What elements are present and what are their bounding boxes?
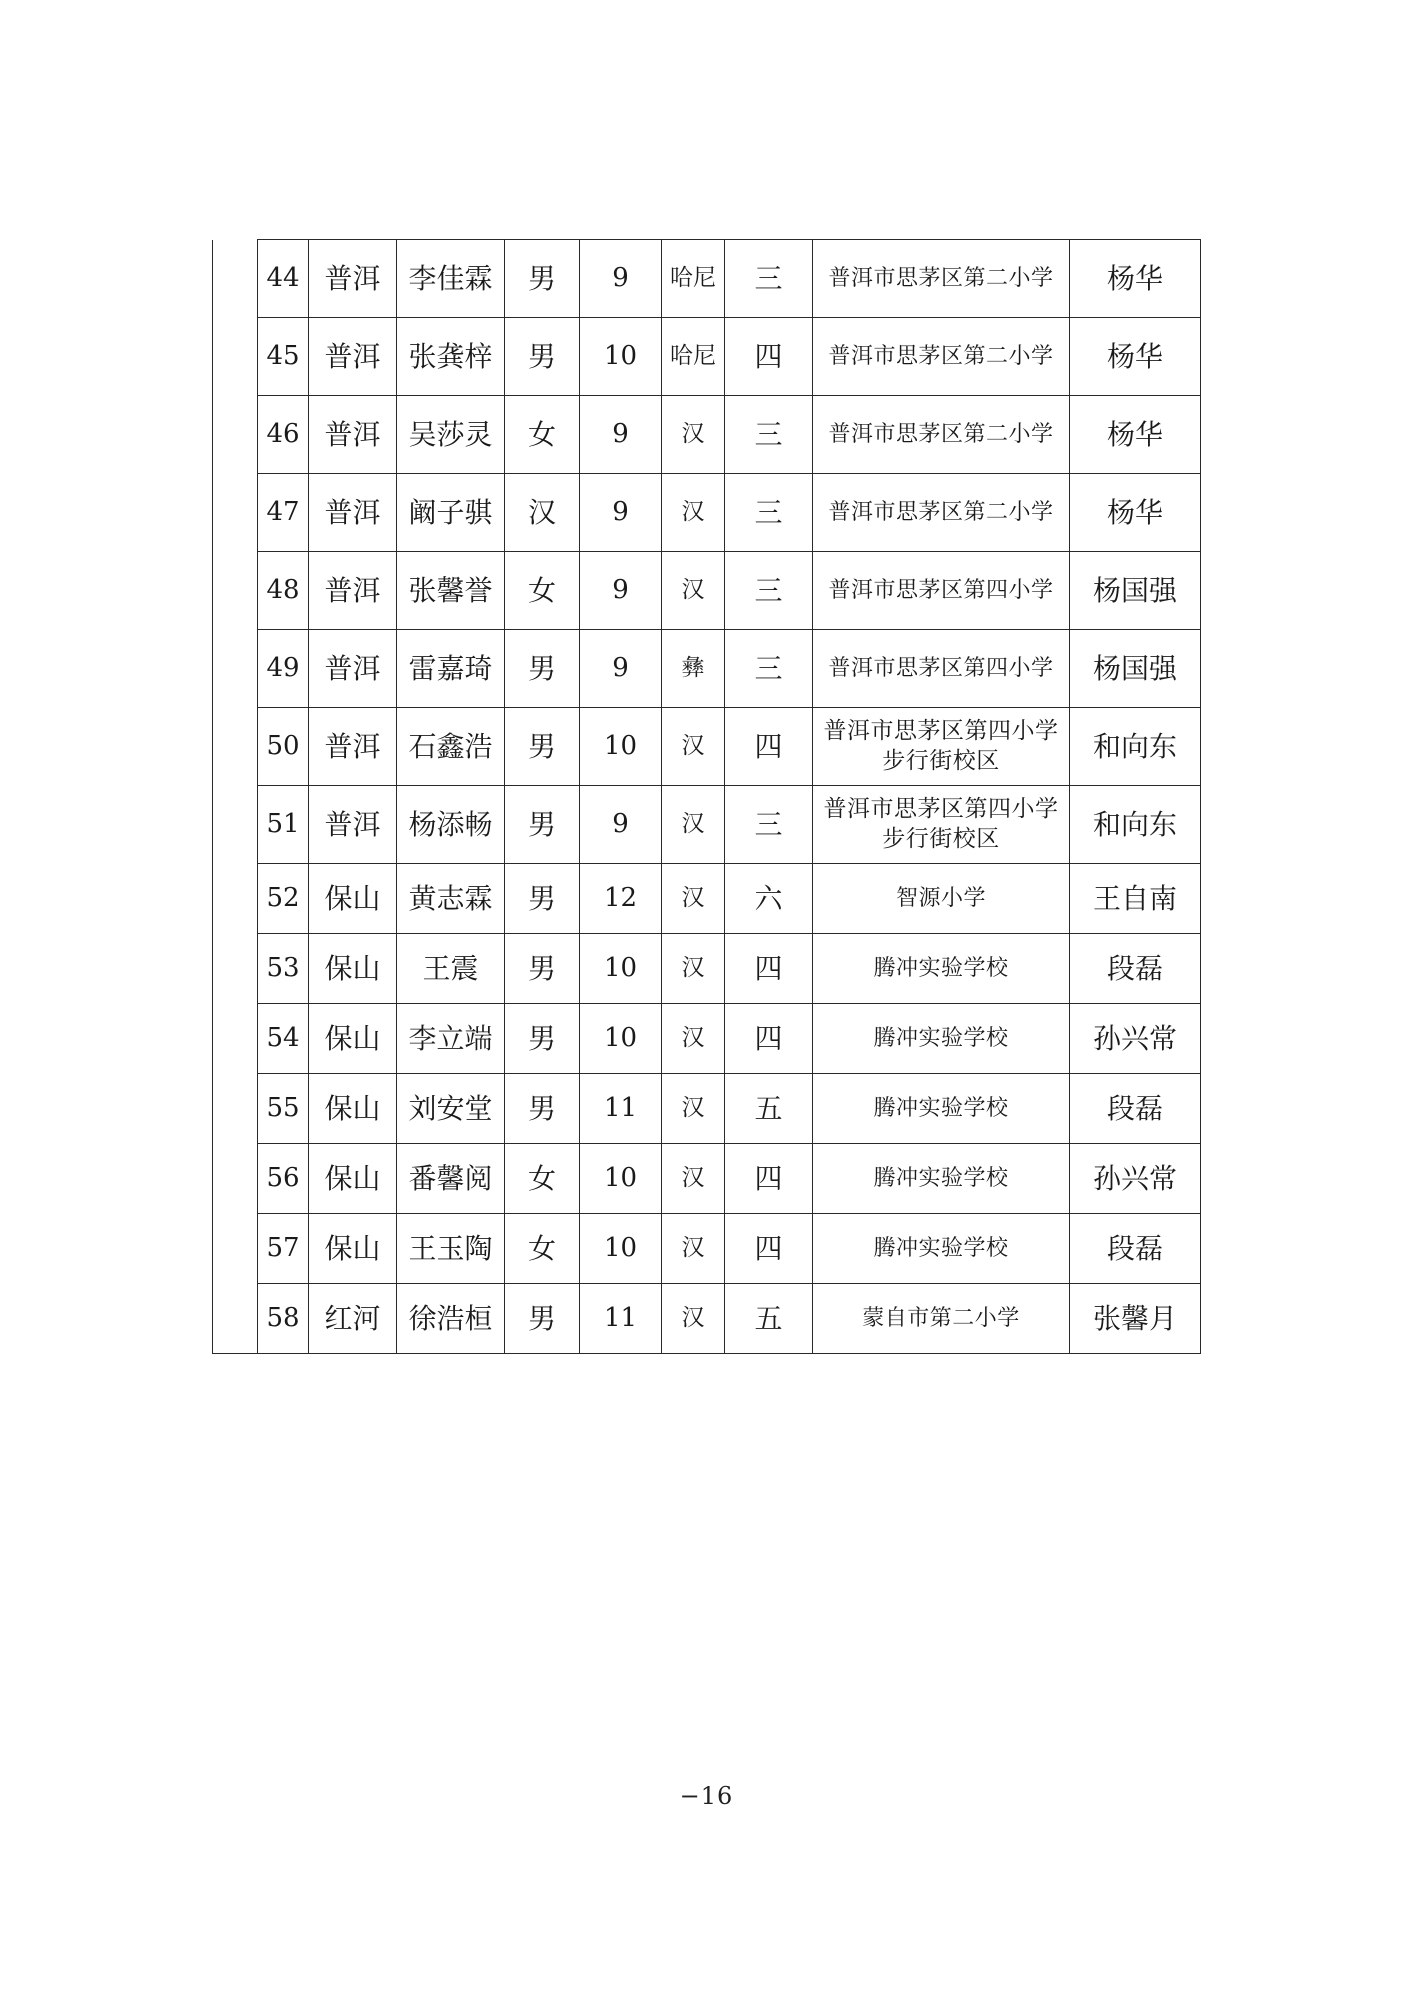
- row-number: 51: [258, 786, 309, 864]
- gender-cell: 男: [505, 708, 580, 786]
- ethnicity-cell: 汉: [662, 708, 725, 786]
- school-cell: 智源小学: [813, 864, 1070, 934]
- gender-cell: 男: [505, 786, 580, 864]
- school-cell: 普洱市思茅区第四小学: [813, 630, 1070, 708]
- grade-cell: 六: [725, 864, 813, 934]
- school-cell: 普洱市思茅区第二小学: [813, 396, 1070, 474]
- table-row: [213, 318, 1201, 396]
- age-cell: 10: [580, 934, 662, 1004]
- region-cell: 普洱: [309, 474, 397, 552]
- gender-cell: 男: [505, 934, 580, 1004]
- category-cell: [213, 1284, 258, 1354]
- region-cell: 保山: [309, 1004, 397, 1074]
- category-cell: [213, 786, 258, 864]
- row-number: 54: [258, 1004, 309, 1074]
- grade-cell: 四: [725, 318, 813, 396]
- student-name-cell: 李立端: [397, 1004, 505, 1074]
- category-cell: [213, 1004, 258, 1074]
- student-name-cell: 李佳霖: [397, 240, 505, 318]
- ethnicity-cell: 汉: [662, 1004, 725, 1074]
- region-cell: 普洱: [309, 630, 397, 708]
- roster-body: [213, 240, 1201, 1354]
- gender-cell: 男: [505, 1284, 580, 1354]
- region-cell: 普洱: [309, 318, 397, 396]
- ethnicity-cell: 彝: [662, 630, 725, 708]
- school-cell: 蒙自市第二小学: [813, 1284, 1070, 1354]
- student-name-cell: 徐浩桓: [397, 1284, 505, 1354]
- row-number: 45: [258, 318, 309, 396]
- page-number: −16: [679, 1782, 734, 1810]
- grade-cell: 三: [725, 552, 813, 630]
- student-name-cell: 黄志霖: [397, 864, 505, 934]
- school-cell: 腾冲实验学校: [813, 1074, 1070, 1144]
- region-cell: 保山: [309, 1144, 397, 1214]
- school-cell: 普洱市思茅区第二小学: [813, 474, 1070, 552]
- gender-cell: 女: [505, 552, 580, 630]
- region-cell: 普洱: [309, 786, 397, 864]
- gender-cell: 男: [505, 240, 580, 318]
- teacher-cell: 杨华: [1070, 474, 1201, 552]
- grade-cell: 三: [725, 240, 813, 318]
- region-cell: 普洱: [309, 396, 397, 474]
- age-cell: 10: [580, 1214, 662, 1284]
- gender-cell: 汉: [505, 474, 580, 552]
- row-number: 48: [258, 552, 309, 630]
- age-cell: 10: [580, 1004, 662, 1074]
- student-name-cell: 阚子骐: [397, 474, 505, 552]
- teacher-cell: 段磊: [1070, 1074, 1201, 1144]
- teacher-cell: 孙兴常: [1070, 1144, 1201, 1214]
- ethnicity-cell: 汉: [662, 786, 725, 864]
- student-roster-table: [212, 239, 1201, 1354]
- ethnicity-cell: 汉: [662, 1144, 725, 1214]
- region-cell: 普洱: [309, 552, 397, 630]
- row-number: 50: [258, 708, 309, 786]
- school-cell: 普洱市思茅区第四小学: [813, 552, 1070, 630]
- student-name-cell: 王震: [397, 934, 505, 1004]
- age-cell: 9: [580, 552, 662, 630]
- grade-cell: 三: [725, 786, 813, 864]
- age-cell: 9: [580, 240, 662, 318]
- table-row: [213, 708, 1201, 786]
- grade-cell: 四: [725, 1004, 813, 1074]
- category-cell: [213, 552, 258, 630]
- row-number: 46: [258, 396, 309, 474]
- school-cell: 普洱市思茅区第二小学: [813, 240, 1070, 318]
- category-cell: [213, 934, 258, 1004]
- teacher-cell: 杨华: [1070, 318, 1201, 396]
- student-name-cell: 雷嘉琦: [397, 630, 505, 708]
- grade-cell: 五: [725, 1284, 813, 1354]
- region-cell: 红河: [309, 1284, 397, 1354]
- category-cell: [213, 474, 258, 552]
- age-cell: 12: [580, 864, 662, 934]
- teacher-cell: 孙兴常: [1070, 1004, 1201, 1074]
- gender-cell: 男: [505, 864, 580, 934]
- grade-cell: 三: [725, 474, 813, 552]
- region-cell: 普洱: [309, 240, 397, 318]
- ethnicity-cell: 汉: [662, 396, 725, 474]
- row-number: 53: [258, 934, 309, 1004]
- gender-cell: 女: [505, 396, 580, 474]
- ethnicity-cell: 汉: [662, 1074, 725, 1144]
- region-cell: 保山: [309, 934, 397, 1004]
- student-name-cell: 张龚梓: [397, 318, 505, 396]
- age-cell: 9: [580, 786, 662, 864]
- region-cell: 保山: [309, 1214, 397, 1284]
- ethnicity-cell: 汉: [662, 552, 725, 630]
- ethnicity-cell: 哈尼: [662, 318, 725, 396]
- table-row: [213, 474, 1201, 552]
- table-row: [213, 1074, 1201, 1144]
- teacher-cell: 杨国强: [1070, 552, 1201, 630]
- school-cell: 腾冲实验学校: [813, 934, 1070, 1004]
- row-number: 55: [258, 1074, 309, 1144]
- teacher-cell: 杨华: [1070, 396, 1201, 474]
- table-row: [213, 786, 1201, 864]
- ethnicity-cell: 汉: [662, 474, 725, 552]
- table-row: [213, 864, 1201, 934]
- student-name-cell: 番馨阅: [397, 1144, 505, 1214]
- grade-cell: 四: [725, 934, 813, 1004]
- grade-cell: 四: [725, 1144, 813, 1214]
- student-name-cell: 刘安堂: [397, 1074, 505, 1144]
- school-cell: 普洱市思茅区第四小学步行街校区: [813, 786, 1070, 864]
- gender-cell: 女: [505, 1214, 580, 1284]
- school-cell: 腾冲实验学校: [813, 1004, 1070, 1074]
- teacher-cell: 杨华: [1070, 240, 1201, 318]
- row-number: 44: [258, 240, 309, 318]
- grade-cell: 四: [725, 708, 813, 786]
- age-cell: 11: [580, 1074, 662, 1144]
- school-cell: 腾冲实验学校: [813, 1144, 1070, 1214]
- row-number: 57: [258, 1214, 309, 1284]
- category-cell: [213, 1144, 258, 1214]
- teacher-cell: 杨国强: [1070, 630, 1201, 708]
- student-name-cell: 吴莎灵: [397, 396, 505, 474]
- gender-cell: 女: [505, 1144, 580, 1214]
- table-row: [213, 630, 1201, 708]
- ethnicity-cell: 汉: [662, 1284, 725, 1354]
- category-cell: [213, 708, 258, 786]
- row-number: 49: [258, 630, 309, 708]
- teacher-cell: 王自南: [1070, 864, 1201, 934]
- age-cell: 9: [580, 630, 662, 708]
- category-cell: [213, 240, 258, 318]
- row-number: 47: [258, 474, 309, 552]
- grade-cell: 五: [725, 1074, 813, 1144]
- region-cell: 普洱: [309, 708, 397, 786]
- table-row: [213, 934, 1201, 1004]
- table-row: [213, 396, 1201, 474]
- teacher-cell: 和向东: [1070, 786, 1201, 864]
- row-number: 58: [258, 1284, 309, 1354]
- region-cell: 保山: [309, 1074, 397, 1144]
- age-cell: 10: [580, 1144, 662, 1214]
- table-row: [213, 1004, 1201, 1074]
- student-name-cell: 张馨誉: [397, 552, 505, 630]
- school-cell: 腾冲实验学校: [813, 1214, 1070, 1284]
- gender-cell: 男: [505, 1074, 580, 1144]
- category-cell: [213, 1074, 258, 1144]
- gender-cell: 男: [505, 630, 580, 708]
- table-row: [213, 552, 1201, 630]
- teacher-cell: 张馨月: [1070, 1284, 1201, 1354]
- table-row: [213, 1144, 1201, 1214]
- table-row: [213, 1214, 1201, 1284]
- row-number: 52: [258, 864, 309, 934]
- table-row: [213, 240, 1201, 318]
- age-cell: 9: [580, 474, 662, 552]
- table-row: [213, 1284, 1201, 1354]
- teacher-cell: 段磊: [1070, 934, 1201, 1004]
- teacher-cell: 和向东: [1070, 708, 1201, 786]
- category-cell: [213, 318, 258, 396]
- school-cell: 普洱市思茅区第四小学步行街校区: [813, 708, 1070, 786]
- age-cell: 9: [580, 396, 662, 474]
- teacher-cell: 段磊: [1070, 1214, 1201, 1284]
- age-cell: 11: [580, 1284, 662, 1354]
- gender-cell: 男: [505, 318, 580, 396]
- student-name-cell: 石鑫浩: [397, 708, 505, 786]
- category-cell: [213, 864, 258, 934]
- student-name-cell: 王玉陶: [397, 1214, 505, 1284]
- age-cell: 10: [580, 708, 662, 786]
- grade-cell: 三: [725, 396, 813, 474]
- category-cell: [213, 630, 258, 708]
- school-cell: 普洱市思茅区第二小学: [813, 318, 1070, 396]
- ethnicity-cell: 汉: [662, 934, 725, 1004]
- ethnicity-cell: 汉: [662, 1214, 725, 1284]
- ethnicity-cell: 汉: [662, 864, 725, 934]
- age-cell: 10: [580, 318, 662, 396]
- category-cell: [213, 1214, 258, 1284]
- gender-cell: 男: [505, 1004, 580, 1074]
- grade-cell: 四: [725, 1214, 813, 1284]
- region-cell: 保山: [309, 864, 397, 934]
- student-name-cell: 杨添畅: [397, 786, 505, 864]
- ethnicity-cell: 哈尼: [662, 240, 725, 318]
- category-cell: [213, 396, 258, 474]
- grade-cell: 三: [725, 630, 813, 708]
- row-number: 56: [258, 1144, 309, 1214]
